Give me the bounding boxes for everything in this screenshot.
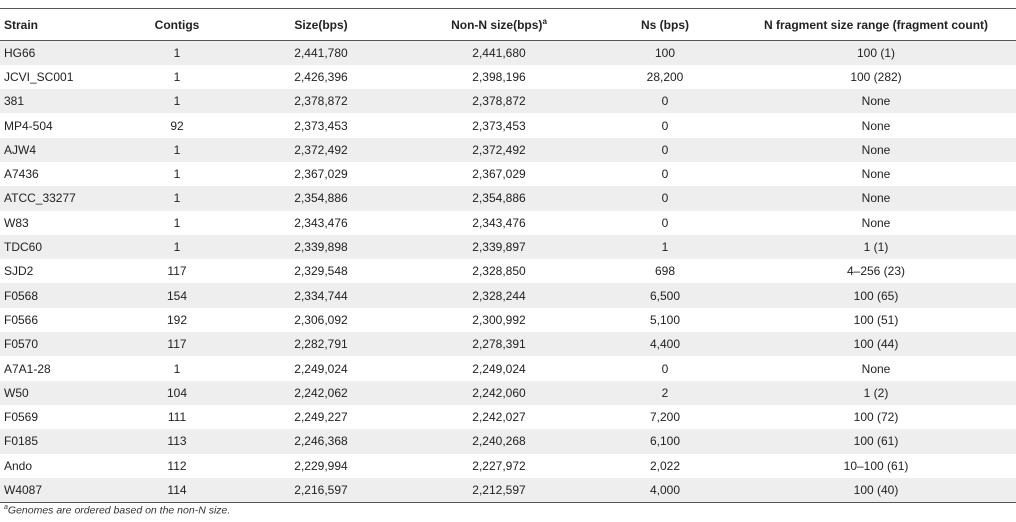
cell-ns: 698 xyxy=(654,264,676,279)
cell-size: 2,354,886 xyxy=(294,191,348,206)
table-row xyxy=(0,41,1016,65)
header-ns: Ns (bps) xyxy=(594,9,736,41)
cell-ns: 0 xyxy=(661,167,669,182)
table-row xyxy=(0,235,1016,259)
cell-non-n-size: 2,328,850 xyxy=(472,264,526,279)
cell-strain: W50 xyxy=(4,385,29,400)
cell-strain: F0569 xyxy=(4,410,39,425)
cell-non-n-size: 2,212,597 xyxy=(404,478,594,502)
cell-ns: 5,100 xyxy=(649,312,681,327)
cell-non-n-size: 2,378,872 xyxy=(472,94,526,109)
cell-n-fragment: None xyxy=(861,361,891,376)
cell-contigs: 1 xyxy=(173,167,181,182)
table-row xyxy=(0,356,1016,380)
cell-non-n-size: 2,373,453 xyxy=(472,118,526,133)
header-strain: Strain xyxy=(0,9,116,41)
cell-n-fragment: None xyxy=(861,191,891,206)
cell-ns: 0 xyxy=(661,361,669,376)
cell-non-n-size: 2,339,897 xyxy=(472,240,526,255)
cell-non-n-size: 2,328,244 xyxy=(472,288,526,303)
cell-strain: TDC60 xyxy=(4,240,43,255)
cell-n-fragment: 4–256 (23) xyxy=(846,264,906,279)
header-n-fragment: N fragment size range (fragment count) xyxy=(736,9,1016,41)
cell-size: 2,242,062 xyxy=(294,385,348,400)
cell-non-n-size: 2,278,391 xyxy=(472,337,526,352)
cell-size: 2,339,898 xyxy=(294,240,348,255)
cell-ns: 1 xyxy=(661,240,669,255)
cell-contigs: 112 xyxy=(167,458,187,473)
cell-non-n-size: 2,367,029 xyxy=(472,167,526,182)
cell-strain: ATCC_33277 xyxy=(4,191,76,206)
cell-non-n-size: 2,398,196 xyxy=(472,69,526,84)
table-row xyxy=(0,308,1016,332)
table-row xyxy=(0,332,1016,356)
table-header xyxy=(0,9,1016,41)
cell-contigs: 104 xyxy=(166,385,188,400)
cell-strain: F0568 xyxy=(4,288,39,303)
cell-contigs: 1 xyxy=(173,69,181,84)
cell-contigs: 117 xyxy=(167,337,187,352)
table-row xyxy=(0,89,1016,113)
table-row xyxy=(0,405,1016,429)
cell-n-fragment: None xyxy=(861,142,891,157)
cell-strain: JCVI_SC001 xyxy=(4,69,74,84)
cell-contigs: 113 xyxy=(167,434,187,449)
cell-n-fragment: 100 (72) xyxy=(853,410,899,425)
cell-strain: A7A1-28 xyxy=(4,361,51,376)
cell-n-fragment: 100 (1) xyxy=(856,45,896,60)
cell-strain: F0570 xyxy=(4,337,39,352)
cell-size: 2,372,492 xyxy=(294,142,348,157)
cell-ns: 0 xyxy=(661,215,669,230)
cell-strain: HG66 xyxy=(4,45,36,60)
cell-n-fragment: 1 (1) xyxy=(863,240,889,255)
cell-contigs: 154 xyxy=(166,288,188,303)
header-non-n-size-label: Non-N size(bps) xyxy=(451,18,543,32)
table-row xyxy=(0,429,1016,453)
footnote-marker: a xyxy=(4,504,8,511)
cell-strain: 381 xyxy=(4,94,25,109)
cell-ns: 2,022 xyxy=(649,458,681,473)
cell-n-fragment: 100 (282) xyxy=(850,69,902,84)
cell-contigs: 1 xyxy=(173,142,181,157)
cell-ns: 6,500 xyxy=(649,288,681,303)
table-row xyxy=(0,454,1016,478)
cell-contigs: 114 xyxy=(116,478,238,502)
cell-strain: SJD2 xyxy=(4,264,34,279)
cell-contigs: 1 xyxy=(173,215,181,230)
cell-contigs: 117 xyxy=(167,264,187,279)
cell-contigs: 1 xyxy=(173,240,181,255)
cell-ns: 0 xyxy=(661,118,669,133)
table-row xyxy=(0,113,1016,137)
cell-ns: 0 xyxy=(661,191,669,206)
cell-strain: MP4-504 xyxy=(4,118,53,133)
header-contigs: Contigs xyxy=(116,9,238,41)
cell-contigs: 1 xyxy=(173,191,181,206)
cell-size: 2,229,994 xyxy=(294,458,348,473)
cell-n-fragment: None xyxy=(861,94,891,109)
cell-ns: 2 xyxy=(661,385,669,400)
cell-n-fragment: 100 (44) xyxy=(853,337,899,352)
cell-strain: Ando xyxy=(4,458,33,473)
cell-non-n-size: 2,343,476 xyxy=(472,215,526,230)
cell-size: 2,373,453 xyxy=(294,118,348,133)
table-body xyxy=(0,41,1016,503)
genome-table xyxy=(0,8,1016,503)
cell-size: 2,282,791 xyxy=(294,337,348,352)
cell-ns: 28,200 xyxy=(646,69,684,84)
cell-contigs: 1 xyxy=(173,94,181,109)
header-non-n-size xyxy=(404,9,594,41)
cell-size: 2,378,872 xyxy=(294,94,348,109)
cell-contigs: 192 xyxy=(166,312,188,327)
cell-contigs: 111 xyxy=(167,410,187,425)
cell-n-fragment: 10–100 (61) xyxy=(843,458,909,473)
cell-non-n-size: 2,372,492 xyxy=(472,142,526,157)
cell-size: 2,216,597 xyxy=(238,478,404,502)
cell-n-fragment: None xyxy=(861,215,891,230)
cell-non-n-size: 2,242,027 xyxy=(472,410,526,425)
cell-contigs: 92 xyxy=(170,118,184,133)
cell-size: 2,249,024 xyxy=(294,361,348,376)
table-row xyxy=(0,283,1016,307)
cell-size: 2,329,548 xyxy=(294,264,348,279)
cell-n-fragment: 100 (65) xyxy=(853,288,899,303)
cell-size: 2,334,744 xyxy=(294,288,348,303)
cell-ns: 4,400 xyxy=(649,337,681,352)
cell-strain: W83 xyxy=(4,215,29,230)
cell-n-fragment: 100 (40) xyxy=(736,478,1016,502)
header-row xyxy=(0,9,1016,41)
cell-n-fragment: None xyxy=(861,118,891,133)
cell-contigs: 1 xyxy=(173,45,181,60)
cell-n-fragment: None xyxy=(861,167,891,182)
cell-size: 2,426,396 xyxy=(294,69,348,84)
cell-ns: 0 xyxy=(661,94,669,109)
cell-ns: 0 xyxy=(661,142,669,157)
table-row xyxy=(0,162,1016,186)
table-row xyxy=(0,381,1016,405)
cell-non-n-size: 2,441,680 xyxy=(472,45,526,60)
header-size: Size(bps) xyxy=(238,9,404,41)
cell-non-n-size: 2,249,024 xyxy=(472,361,526,376)
cell-n-fragment: 100 (51) xyxy=(853,312,899,327)
cell-contigs: 1 xyxy=(173,361,181,376)
table-row xyxy=(0,138,1016,162)
cell-size: 2,246,368 xyxy=(294,434,348,449)
cell-n-fragment: 100 (61) xyxy=(853,434,899,449)
cell-size: 2,441,780 xyxy=(294,45,348,60)
cell-size: 2,367,029 xyxy=(294,167,348,182)
cell-strain: F0185 xyxy=(4,434,39,449)
cell-strain: W4087 xyxy=(0,478,116,502)
cell-size: 2,249,227 xyxy=(294,410,348,425)
cell-non-n-size: 2,300,992 xyxy=(472,312,526,327)
cell-size: 2,306,092 xyxy=(294,312,348,327)
cell-ns: 7,200 xyxy=(649,410,681,425)
footnote xyxy=(4,504,230,517)
table-row xyxy=(0,65,1016,89)
cell-ns: 4,000 xyxy=(594,478,736,502)
cell-strain: F0566 xyxy=(4,312,39,327)
cell-strain: AJW4 xyxy=(4,142,37,157)
cell-non-n-size: 2,227,972 xyxy=(472,458,526,473)
footnote-text: Genomes are ordered based on the non-N size. xyxy=(7,504,231,517)
table-row xyxy=(0,478,1016,502)
header-footnote-marker: a xyxy=(542,17,547,26)
cell-n-fragment: 1 (2) xyxy=(863,385,889,400)
table-row xyxy=(0,211,1016,235)
table-row xyxy=(0,259,1016,283)
cell-non-n-size: 2,240,268 xyxy=(472,434,526,449)
cell-size: 2,343,476 xyxy=(294,215,348,230)
cell-ns: 6,100 xyxy=(649,434,681,449)
cell-non-n-size: 2,354,886 xyxy=(472,191,526,206)
table-row xyxy=(0,186,1016,210)
cell-non-n-size: 2,242,060 xyxy=(472,385,526,400)
cell-ns: 100 xyxy=(654,45,676,60)
cell-strain: A7436 xyxy=(4,167,39,182)
